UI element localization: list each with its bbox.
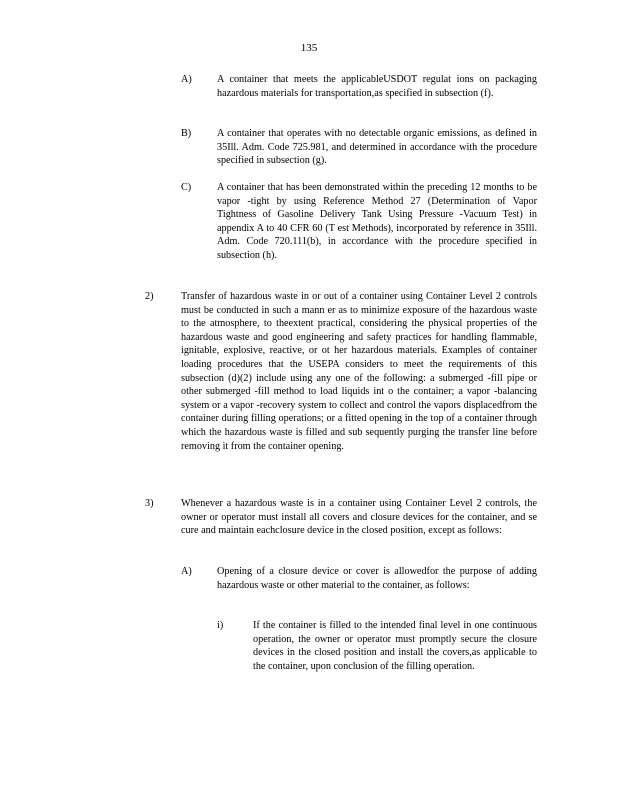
item-text: Transfer of hazardous waste in or out of a container using Container Level 2 controls must be conducted in such a mann er as to minimize exposure of the hazardous waste to the atmosphere, to theextent practical, considering the physical properties of the hazardous waste and good engineering and safety practices for handling flammable, ignitable, explosive, reactive, or ot her hazardous materials. Examples of container loading procedures that the USEPA considers to meet the requirements of this subsection (d)(2) include using any one of the following: a submerged -fill pipe or other submerged -fill method to load liquids int o the container; a vapor -balancing system or a vapor -recovery system to collect and control the vapors displacedfrom the container during filling operations; or a fitted opening in the top of a container through which the hazardous waste is filled and sub sequently purging the transfer line before removing it from the container opening. <box>181 291 537 452</box>
item-label: 2) <box>145 291 154 302</box>
item-text: A container that meets the applicableUSDOT regulat ions on packaging hazardous materials for transportation,as specified in subsection (f). <box>217 74 537 99</box>
item-text: Opening of a closure device or cover is allowedfor the purpose of adding hazardous waste or other material to the container, as follows: <box>217 566 537 591</box>
item-label: B) <box>181 128 192 139</box>
item-text: If the container is filled to the intended final level in one continuous operation, the owner or operator must promptly secure the closure devices in the closed position and install the covers,as applicable to the container, upon conclusion of the filling operation. <box>253 620 537 672</box>
item-label: A) <box>181 74 192 85</box>
item-label: C) <box>181 182 192 193</box>
item-label: i) <box>217 620 224 631</box>
item-label: 3) <box>145 498 154 509</box>
item-text: A container that has been demonstrated within the preceding 12 months to be vapor -tight by using Reference Method 27 (Determination of Vapor Tightness of Gasoline Delivery Tank Using Pressure -Vacuum Test) in appendix A to 40 CFR 60 (T est Methods), incorporated by reference in 35Ill. Adm. Code 720.111(b), in accordance with the procedure specified in subsection (h). <box>217 182 537 261</box>
item-text: Whenever a hazardous waste is in a container using Container Level 2 controls, the owner or operator must install all covers and closure devices for the container, and se cure and maintain eachclosure device in the closed position, except as follows: <box>181 498 537 537</box>
page-number: 135 <box>300 42 318 54</box>
item-label: A) <box>181 566 192 577</box>
item-text: A container that operates with no detectable organic emissions, as defined in 35Ill. Adm. Code 725.981, and determined in accordance with the procedure specified in subsection (g). <box>217 128 537 167</box>
